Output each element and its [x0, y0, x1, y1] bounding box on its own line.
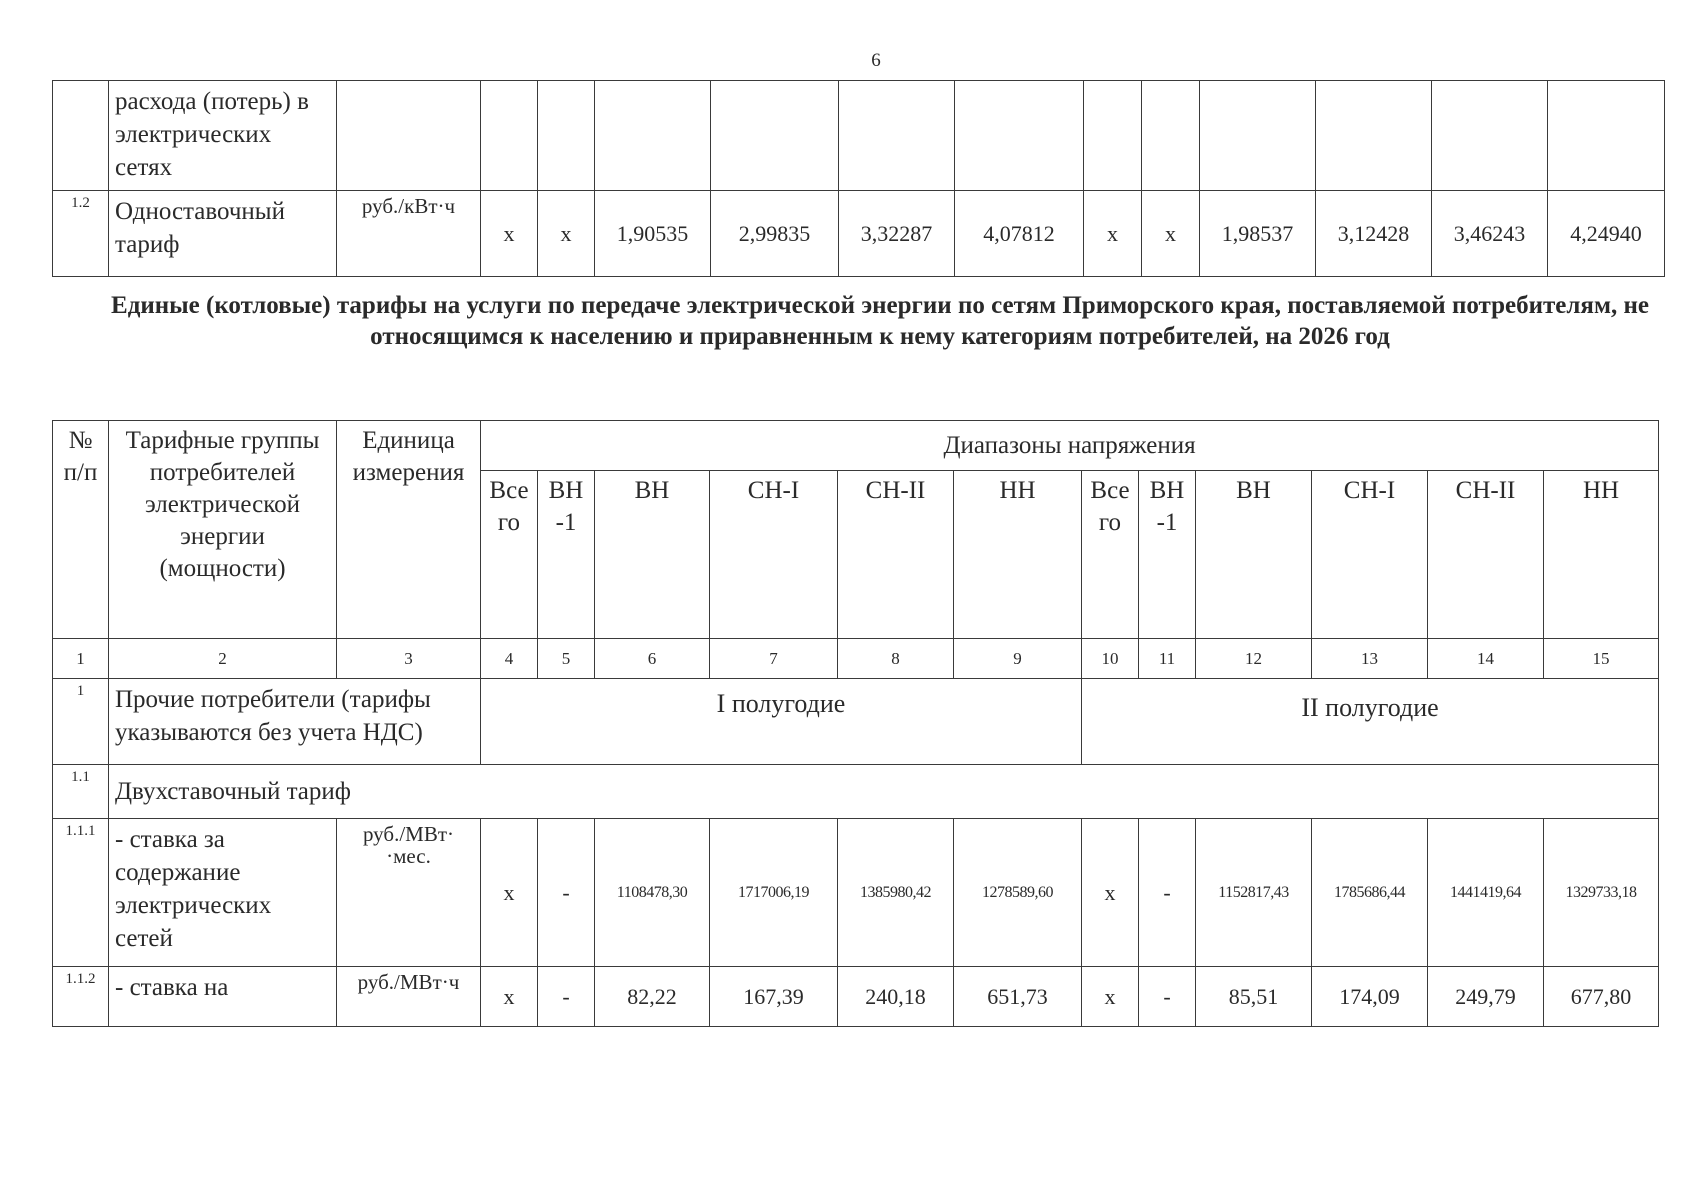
header-unit: Единица измерения — [337, 421, 481, 639]
table-row — [53, 765, 1659, 819]
cell-value: 651,73 — [954, 967, 1082, 1027]
cell-value: 240,18 — [838, 967, 954, 1027]
header-col: ВН — [1196, 471, 1312, 639]
table-row — [53, 191, 1665, 277]
cell-value: 1108478,30 — [595, 819, 710, 967]
header-col: НН — [954, 471, 1082, 639]
header-col: СН-I — [710, 471, 838, 639]
cell-value: 1385980,42 — [838, 819, 954, 967]
column-number: 6 — [595, 639, 710, 679]
header-col: ВН — [595, 471, 710, 639]
cell-value: х — [481, 819, 538, 967]
cell-value: х — [1142, 191, 1200, 277]
row-unit: руб./МВт·ч — [337, 967, 481, 1027]
cell-value: х — [481, 967, 538, 1027]
row-number: 1 — [53, 679, 109, 765]
cell-value: - — [1139, 967, 1196, 1027]
row-name: - ставка за содержание электрических сетей — [109, 819, 337, 967]
row-number: 1.2 — [53, 191, 109, 277]
header-row — [53, 421, 1659, 471]
cell-value: 1785686,44 — [1312, 819, 1428, 967]
cell-value: х — [481, 191, 538, 277]
row-number: 1.1.2 — [53, 967, 109, 1027]
row-unit: руб./МВт· ·мес. — [337, 819, 481, 967]
tariff-table-2026 — [52, 420, 1659, 1027]
header-col: ВН -1 — [1139, 471, 1196, 639]
row-unit: руб./кВт·ч — [337, 191, 481, 277]
column-number: 10 — [1082, 639, 1139, 679]
column-number: 5 — [538, 639, 595, 679]
cell-value: 3,46243 — [1432, 191, 1548, 277]
document-title: Единые (котловые) тарифы на услуги по передаче электрической энергии по сетям Приморского края, поставляемой потребителям, не относящимся к населению и приравненным к нему категориям потребителей, на 2026 год — [111, 292, 1649, 350]
cell-value: 1329733,18 — [1544, 819, 1659, 967]
column-number: 4 — [481, 639, 538, 679]
row-name: Прочие потребители (тарифы указываются без учета НДС) — [109, 679, 481, 765]
cell-value: 2,99835 — [711, 191, 839, 277]
header-col: СН-I — [1312, 471, 1428, 639]
cell-value: - — [538, 819, 595, 967]
row-name: - ставка на — [109, 967, 337, 1027]
table-row — [53, 967, 1659, 1027]
header-col: СН-II — [1428, 471, 1544, 639]
column-number: 9 — [954, 639, 1082, 679]
cell-value: 1152817,43 — [1196, 819, 1312, 967]
column-number: 13 — [1312, 639, 1428, 679]
header-col: Все го — [481, 471, 538, 639]
row-name: Одноставочный тариф — [109, 191, 337, 277]
cell-value: 167,39 — [710, 967, 838, 1027]
cell-value: х — [1084, 191, 1142, 277]
cell-value: 1441419,64 — [1428, 819, 1544, 967]
column-number: 3 — [337, 639, 481, 679]
header-col: Все го — [1082, 471, 1139, 639]
row-number: 1.1 — [53, 765, 109, 819]
cell-value: 4,07812 — [955, 191, 1084, 277]
table-row — [53, 679, 1659, 765]
cell-value: 1717006,19 — [710, 819, 838, 967]
cell-value: 1,98537 — [1200, 191, 1316, 277]
column-number: 2 — [109, 639, 337, 679]
column-number: 8 — [838, 639, 954, 679]
tariff-table-continued — [52, 80, 1665, 277]
cell-value: х — [1082, 819, 1139, 967]
header-voltage-ranges: Диапазоны напряжения — [481, 421, 1659, 471]
column-number: 11 — [1139, 639, 1196, 679]
cell-value: 4,24940 — [1548, 191, 1665, 277]
cell-value: 677,80 — [1544, 967, 1659, 1027]
header-col: НН — [1544, 471, 1659, 639]
table-row — [53, 81, 1665, 191]
row-name-continued: расхода (потерь) в электрических сетях — [109, 81, 337, 191]
cell-value: х — [1082, 967, 1139, 1027]
table-row — [53, 819, 1659, 967]
header-col: СН-II — [838, 471, 954, 639]
column-number-row — [53, 639, 1659, 679]
cell-value: 85,51 — [1196, 967, 1312, 1027]
row-name: Двухставочный тариф — [109, 765, 1659, 819]
cell-value: 1,90535 — [595, 191, 711, 277]
cell-value: 82,22 — [595, 967, 710, 1027]
cell-value: 249,79 — [1428, 967, 1544, 1027]
half-year-1: I полугодие — [481, 679, 1082, 765]
row-number: 1.1.1 — [53, 819, 109, 967]
cell-value: 174,09 — [1312, 967, 1428, 1027]
cell-value: 3,32287 — [839, 191, 955, 277]
half-year-2: II полугодие — [1082, 679, 1659, 765]
header-col: ВН -1 — [538, 471, 595, 639]
cell-value: - — [1139, 819, 1196, 967]
cell-value: - — [538, 967, 595, 1027]
column-number: 14 — [1428, 639, 1544, 679]
column-number: 7 — [710, 639, 838, 679]
page-number: 6 — [871, 50, 881, 71]
column-number: 12 — [1196, 639, 1312, 679]
cell-value: 1278589,60 — [954, 819, 1082, 967]
column-number: 15 — [1544, 639, 1659, 679]
cell-value: х — [538, 191, 595, 277]
column-number: 1 — [53, 639, 109, 679]
header-no: № п/п — [53, 421, 109, 639]
header-groups: Тарифные группы потребителей электрической энергии (мощности) — [109, 421, 337, 639]
cell-value: 3,12428 — [1316, 191, 1432, 277]
